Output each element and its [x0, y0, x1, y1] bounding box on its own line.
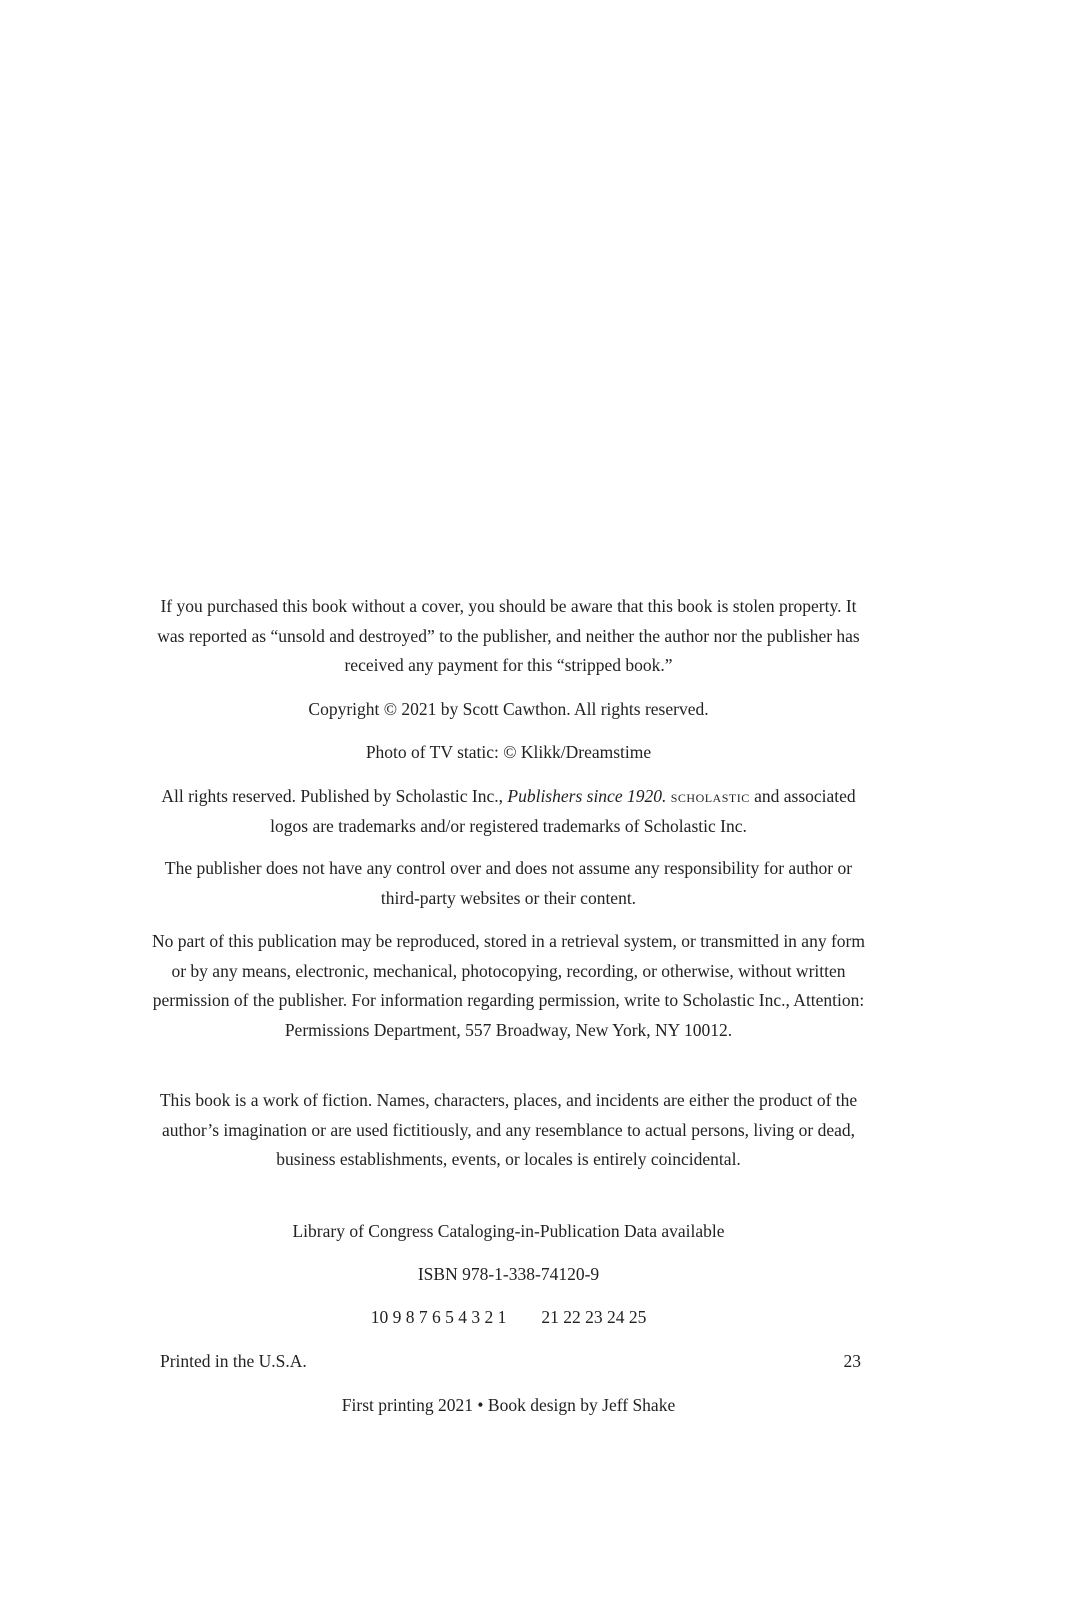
- copyright-line: Copyright © 2021 by Scott Cawthon. All rights reserved.: [308, 699, 709, 719]
- first-printing-line: First printing 2021 • Book design by Jeff Shake: [341, 1395, 676, 1415]
- stripped-book-notice: If you purchased this book without a cover, you should be aware that this book is stolen property. It was reported as “unsold and destroyed” to the publisher, and neither the author nor the publisher has received any payment for this “stripped book.”: [157, 596, 860, 675]
- printed-in-line: Printed in the U.S.A.: [160, 1351, 307, 1371]
- responsibility-disclaimer: The publisher does not have any control over and does not assume any responsibility for author or third-party websites or their content.: [164, 858, 853, 908]
- year-numbers: 21 22 23 24 25: [541, 1307, 647, 1327]
- permissions-notice: No part of this publication may be reproduced, stored in a retrieval system, or transmitted in any form or by any means, electronic, mechanical, photocopying, recording, or otherwise, without written permission of the publisher. For information regarding permission, write to Scholastic Inc., Attention: Permissions Department, 557 Broadway, New York, NY 10012.: [152, 931, 865, 1040]
- print-line: [150, 1303, 867, 1333]
- photo-credit: Photo of TV static: © Klikk/Dreamstime: [365, 742, 652, 762]
- fiction-disclaimer: This book is a work of fiction. Names, characters, places, and incidents are either the product of the author’s imagination or are used fictitiously, and any resemblance to actual persons, living or dead, business establishments, events, or locales is entirely coincidental.: [159, 1090, 858, 1169]
- isbn-line: ISBN 978-1-338-74120-9: [417, 1264, 600, 1284]
- publisher-since-italic: Publishers since 1920.: [507, 786, 667, 806]
- impression-numbers: 10 9 8 7 6 5 4 3 2 1: [370, 1307, 507, 1327]
- scholastic-smallcaps: scholastic: [670, 786, 750, 806]
- trademark-text: and associated logos are trademarks and/or registered trademarks of Scholastic Inc.: [270, 786, 856, 836]
- publisher-statement-text: All rights reserved. Published by Scholastic Inc.,: [161, 786, 508, 806]
- printing-code: 23: [843, 1351, 861, 1371]
- library-of-congress-line: Library of Congress Cataloging-in-Publication Data available: [292, 1221, 725, 1241]
- publisher-statement: [150, 782, 867, 841]
